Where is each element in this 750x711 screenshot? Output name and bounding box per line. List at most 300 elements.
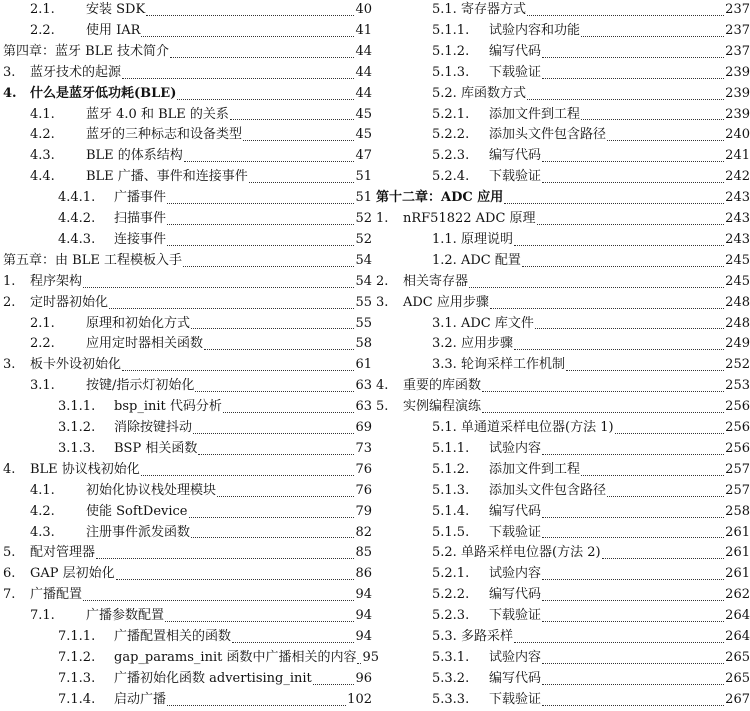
toc-entry-page: 240	[725, 127, 750, 143]
toc-entry-page: 45	[355, 127, 372, 143]
toc-entry-title: 广播参数配置	[86, 608, 165, 624]
toc-entry[interactable]	[0, 63, 374, 84]
toc-leader-dots	[195, 390, 354, 392]
toc-entry[interactable]	[376, 627, 750, 648]
toc-entry[interactable]	[0, 690, 374, 711]
toc-entry[interactable]	[0, 334, 374, 355]
toc-entry-page: 94	[355, 629, 372, 644]
toc-leader-dots	[217, 495, 354, 497]
toc-leader-dots	[542, 599, 724, 601]
toc-entry-number: 5.2.2.	[432, 587, 470, 603]
toc-entry[interactable]	[0, 42, 374, 63]
toc-leader-dots	[615, 432, 725, 434]
toc-entry-title: 下载验证	[489, 691, 542, 707]
toc-entry-number: 3.2.	[432, 336, 457, 352]
toc-entry-page: 44	[355, 43, 372, 59]
toc-leader-dots	[514, 348, 724, 350]
toc-entry[interactable]	[376, 648, 750, 669]
toc-entry-title: 试验内容	[489, 649, 542, 665]
toc-leader-dots	[522, 265, 724, 267]
toc-entry[interactable]	[0, 418, 374, 439]
toc-entry-number: 1.	[3, 273, 16, 289]
toc-entry-number: 7.1.3.	[58, 670, 96, 686]
toc-entry-title: 实例编程演练	[403, 399, 482, 415]
toc-entry-number: 5.3.	[432, 629, 457, 644]
toc-entry[interactable]	[0, 648, 380, 669]
toc-entry-number: 7.1.	[30, 608, 55, 624]
toc-entry-number: 5.1.3.	[432, 64, 470, 80]
toc-leader-dots	[542, 516, 724, 518]
toc-entry-title: ADC 应用步骤	[403, 294, 489, 310]
toc-entry-page: 47	[355, 148, 372, 164]
toc-entry[interactable]	[376, 21, 750, 42]
toc-entry-title: 蓝牙的三种标志和设备类型	[86, 127, 243, 143]
toc-entry[interactable]	[0, 21, 374, 42]
toc-entry[interactable]	[376, 209, 750, 230]
toc-entry[interactable]	[376, 63, 750, 84]
toc-entry-title: 广播配置相关的函数	[114, 629, 232, 644]
toc-entry[interactable]	[0, 0, 374, 21]
toc-leader-dots	[167, 202, 354, 204]
toc-leader-dots	[581, 118, 724, 120]
toc-entry-title: 使能 SoftDevice	[86, 503, 188, 519]
toc-entry-title: 添加头文件包含路径	[489, 482, 607, 498]
toc-entry-title: 寄存器方式	[461, 2, 527, 17]
toc-leader-dots	[482, 411, 724, 413]
toc-entry-number: 5.3.1.	[432, 649, 470, 665]
toc-leader-dots	[184, 160, 355, 162]
toc-entry-number: 4.1.	[30, 106, 55, 122]
toc-entry-page: 239	[725, 106, 750, 122]
toc-leader-dots	[542, 453, 724, 455]
toc-entry-number: 3.1.	[432, 315, 457, 331]
toc-entry-number: 4.3.	[30, 148, 55, 164]
toc-leader-dots	[243, 139, 354, 141]
toc-entry-page: 241	[725, 148, 750, 164]
toc-entry-number: 7.1.1.	[58, 629, 96, 644]
toc-entry-title: 库函数方式	[461, 85, 527, 101]
toc-entry-title: 扫描事件	[114, 211, 167, 226]
toc-entry-page: 95	[362, 649, 380, 665]
toc-entry-title: 试验内容和功能	[489, 22, 581, 38]
toc-entry-title: BLE 的体系结构	[86, 148, 183, 164]
toc-entry-page: 257	[725, 482, 750, 498]
toc-entry-number: 5.2.3.	[432, 148, 470, 164]
toc-entry[interactable]	[0, 481, 374, 502]
toc-entry[interactable]	[376, 42, 750, 63]
toc-entry[interactable]	[0, 314, 374, 335]
toc-leader-dots	[249, 181, 355, 183]
toc-entry-title: 编写代码	[489, 148, 542, 164]
toc-entry-number: 5.1.1.	[432, 440, 470, 456]
toc-entry-number: 4.4.2.	[58, 211, 96, 226]
toc-leader-dots	[109, 307, 354, 309]
toc-leader-dots	[566, 369, 724, 371]
toc-entry[interactable]	[376, 272, 750, 293]
toc-entry[interactable]	[376, 0, 750, 21]
toc-leader-dots	[542, 536, 724, 538]
toc-leader-dots	[357, 662, 361, 664]
toc-leader-dots	[514, 244, 724, 246]
toc-entry-title: 下载验证	[489, 64, 542, 80]
toc-leader-dots	[141, 35, 354, 37]
toc-entry-number: 4.	[3, 461, 16, 477]
toc-entry-number: 第五章：	[3, 252, 56, 268]
toc-leader-dots	[490, 307, 724, 309]
toc-leader-dots	[542, 56, 724, 58]
toc-entry-page: 96	[355, 670, 372, 686]
toc-entry-page: 76	[355, 461, 372, 477]
toc-entry-number: 5.1.3.	[432, 482, 470, 498]
toc-entry-number: 7.1.2.	[58, 649, 96, 665]
toc-entry-title: 配对管理器	[30, 545, 96, 561]
toc-entry-number: 5.1.2.	[432, 461, 470, 477]
toc-entry-title: 试验内容	[489, 440, 542, 456]
toc-leader-dots	[313, 683, 355, 685]
toc-entry-number: 5.2.	[432, 85, 457, 101]
toc-entry-title: 消除按键抖动	[114, 420, 193, 435]
toc-entry-page: 41	[355, 22, 372, 38]
toc-entry[interactable]	[376, 355, 750, 376]
toc-entry-number: 5.1.2.	[432, 43, 470, 59]
toc-entry-number: 5.2.3.	[432, 608, 470, 624]
toc-entry-number: 4.3.	[30, 524, 55, 540]
toc-entry-title: 编写代码	[489, 43, 542, 59]
toc-leader-dots	[602, 557, 725, 559]
toc-entry-page: 262	[725, 587, 750, 603]
toc-entry[interactable]	[0, 397, 374, 418]
toc-entry-title: BSP 相关函数	[114, 440, 198, 456]
toc-entry-page: 76	[355, 482, 372, 498]
toc-entry-page: 253	[725, 378, 750, 394]
toc-entry[interactable]	[0, 585, 374, 606]
toc-entry-title: 单通道采样电位器(方法 1)	[461, 420, 614, 435]
toc-entry-page: 248	[725, 294, 750, 310]
toc-entry-title: 下载验证	[489, 524, 542, 540]
toc-entry-page: 79	[355, 503, 372, 519]
toc-entry[interactable]	[0, 355, 374, 376]
toc-leader-dots	[535, 327, 724, 329]
toc-entry-page: 265	[725, 670, 750, 686]
toc-entry[interactable]	[376, 543, 750, 564]
toc-leader-dots	[189, 516, 355, 518]
toc-entry[interactable]	[0, 125, 374, 146]
toc-leader-dots	[191, 327, 354, 329]
toc-entry-title: bsp_init 代码分析	[114, 399, 222, 415]
toc-entry[interactable]	[0, 84, 374, 105]
toc-entry-page: 243	[725, 190, 750, 206]
toc-entry[interactable]	[376, 502, 750, 523]
toc-entry-number: 4.1.	[30, 482, 55, 498]
toc-leader-dots	[96, 557, 354, 559]
toc-leader-dots	[116, 578, 355, 580]
toc-entry-page: 102	[347, 691, 372, 707]
toc-entry-page: 239	[725, 85, 750, 101]
toc-entry-number: 1.	[376, 211, 389, 226]
toc-entry[interactable]	[376, 418, 750, 439]
toc-entry[interactable]	[376, 105, 750, 126]
toc-entry-number: 2.	[3, 294, 16, 310]
toc-entry-title: 连接事件	[114, 231, 167, 247]
toc-entry-page: 55	[355, 294, 372, 310]
toc-entry[interactable]	[376, 669, 750, 690]
toc-entry-number: 6.	[3, 566, 16, 582]
toc-entry-page: 61	[355, 357, 372, 373]
toc-entry[interactable]	[0, 627, 374, 648]
toc-entry[interactable]	[376, 293, 750, 314]
toc-entry-title: 使用 IAR	[86, 22, 141, 38]
toc-leader-dots	[165, 620, 354, 622]
toc-entry-page: 44	[355, 64, 372, 80]
toc-entry[interactable]	[0, 523, 374, 544]
toc-entry-page: 261	[725, 524, 750, 540]
toc-entry-number: 7.	[3, 587, 16, 603]
toc-leader-dots	[527, 14, 724, 16]
toc-entry-title: 编写代码	[489, 587, 542, 603]
toc-entry-title: 下载验证	[489, 169, 542, 185]
toc-entry-title: 什么是蓝牙低功耗(BLE)	[30, 85, 177, 101]
toc-entry[interactable]	[376, 125, 750, 146]
toc-leader-dots	[542, 620, 724, 622]
toc-entry-number: 5.3.2.	[432, 670, 470, 686]
toc-entry-number: 4.4.	[30, 169, 55, 185]
toc-entry[interactable]	[376, 523, 750, 544]
toc-entry-title: 相关寄存器	[403, 273, 469, 289]
toc-entry[interactable]	[0, 188, 374, 209]
toc-entry-title: 蓝牙技术的起源	[30, 64, 122, 80]
toc-entry[interactable]	[0, 251, 374, 272]
toc-entry-title: 程序架构	[30, 273, 83, 289]
toc-entry-page: 243	[725, 231, 750, 247]
toc-entry-title: ADC 库文件	[461, 315, 534, 331]
toc-entry[interactable]	[0, 230, 374, 251]
toc-leader-dots	[170, 56, 354, 58]
toc-entry-title: 重要的库函数	[403, 378, 482, 394]
toc-entry-number: 1.2.	[432, 252, 457, 268]
toc-entry-number: 3.	[376, 294, 389, 310]
toc-entry-title: 由 BLE 工程模板入手	[55, 252, 182, 268]
toc-entry-page: 261	[725, 566, 750, 582]
toc-entry[interactable]	[376, 460, 750, 481]
toc-entry-number: 5.1.	[432, 2, 457, 17]
toc-entry-page: 52	[355, 211, 372, 226]
toc-entry-page: 73	[355, 440, 372, 456]
toc-entry-page: 54	[355, 252, 372, 268]
toc-entry[interactable]	[0, 606, 374, 627]
toc-leader-dots	[167, 244, 354, 246]
toc-entry[interactable]	[0, 564, 374, 585]
toc-entry[interactable]	[0, 167, 374, 188]
toc-leader-dots	[607, 495, 724, 497]
toc-entry-number: 5.1.	[432, 420, 457, 435]
toc-entry[interactable]	[376, 334, 750, 355]
toc-entry-page: 267	[725, 691, 750, 707]
toc-entry-number: 4.	[3, 85, 17, 101]
toc-entry-title: 按键/指示灯初始化	[86, 378, 195, 394]
toc-entry-number: 5.1.4.	[432, 503, 470, 519]
toc-entry-page: 245	[725, 273, 750, 289]
toc-entry-number: 2.	[376, 273, 389, 289]
toc-entry[interactable]	[376, 188, 750, 209]
toc-leader-dots	[83, 286, 354, 288]
toc-leader-dots	[542, 77, 724, 79]
toc-entry-title: 蓝牙 BLE 技术简介	[55, 43, 169, 59]
toc-entry-title: 编写代码	[489, 670, 542, 686]
toc-entry-page: 257	[725, 461, 750, 477]
toc-entry-page: 40	[355, 2, 372, 17]
toc-entry-page: 85	[355, 545, 372, 561]
toc-leader-dots	[482, 390, 724, 392]
toc-entry-title: 初始化协议栈处理模块	[86, 482, 217, 498]
toc-entry[interactable]	[376, 230, 750, 251]
toc-entry-page: 242	[725, 169, 750, 185]
toc-leader-dots	[204, 348, 354, 350]
toc-leader-dots	[607, 139, 724, 141]
toc-entry-page: 94	[355, 608, 372, 624]
toc-leader-dots	[167, 223, 354, 225]
toc-entry[interactable]	[0, 293, 374, 314]
toc-entry-title: 轮询采样工作机制	[461, 357, 566, 373]
toc-leader-dots	[198, 453, 354, 455]
toc-entry-page: 256	[725, 420, 750, 435]
toc-entry[interactable]	[376, 397, 750, 418]
toc-entry-page: 51	[355, 169, 372, 185]
toc-entry-title: BLE 协议栈初始化	[30, 461, 140, 477]
toc-entry[interactable]	[0, 502, 374, 523]
toc-entry[interactable]	[376, 439, 750, 460]
toc-entry-number: 3.	[3, 64, 16, 80]
toc-entry-number: 4.4.1.	[58, 190, 96, 206]
toc-entry-number: 3.1.3.	[58, 440, 96, 456]
toc-entry-number: 5.1.1.	[432, 22, 470, 38]
toc-entry-number: 2.1.	[30, 315, 55, 331]
toc-leader-dots	[193, 432, 354, 434]
toc-leader-dots	[542, 683, 724, 685]
toc-entry[interactable]	[376, 606, 750, 627]
toc-leader-dots	[141, 474, 355, 476]
toc-entry-title: 添加文件到工程	[489, 461, 581, 477]
toc-entry-title: 下载验证	[489, 608, 542, 624]
toc-entry-number: 5.2.4.	[432, 169, 470, 185]
toc-leader-dots	[469, 286, 724, 288]
toc-entry-page: 54	[355, 273, 372, 289]
toc-entry-page: 237	[725, 43, 750, 59]
toc-entry[interactable]	[376, 585, 750, 606]
toc-entry-number: 5.	[376, 399, 389, 415]
toc-entry[interactable]	[0, 146, 374, 167]
toc-entry[interactable]	[0, 209, 374, 230]
toc-entry-number: 5.2.1.	[432, 106, 470, 122]
toc-entry-title: 试验内容	[489, 566, 542, 582]
toc-entry[interactable]	[376, 84, 750, 105]
toc-entry-page: 265	[725, 649, 750, 665]
toc-entry[interactable]	[0, 460, 374, 481]
toc-entry-page: 44	[355, 85, 372, 101]
toc-entry[interactable]	[376, 481, 750, 502]
toc-entry-number: 3.3.	[432, 357, 457, 373]
toc-entry-page: 86	[355, 566, 372, 582]
toc-entry-number: 4.4.3.	[58, 231, 96, 247]
toc-entry-page: 256	[725, 399, 750, 415]
toc-entry[interactable]	[0, 105, 374, 126]
toc-entry-title: 定时器初始化	[30, 294, 109, 310]
toc-leader-dots	[191, 536, 354, 538]
toc-entry-title: 单路采样电位器(方法 2)	[461, 545, 601, 561]
toc-entry-page: 55	[355, 315, 372, 331]
toc-entry-title: 安装 SDK	[86, 2, 146, 17]
toc-leader-dots	[122, 369, 354, 371]
toc-entry-page: 94	[355, 587, 372, 603]
toc-entry[interactable]	[376, 376, 750, 397]
toc-entry-title: 广播事件	[114, 190, 167, 206]
toc-entry-title: 编写代码	[489, 503, 542, 519]
toc-entry-title: ADC 配置	[461, 252, 521, 268]
toc-leader-dots	[232, 641, 354, 643]
toc-leader-dots	[83, 599, 354, 601]
toc-entry[interactable]	[0, 543, 374, 564]
toc-entry-number: 5.2.2.	[432, 127, 470, 143]
toc-leader-dots	[537, 223, 725, 225]
toc-entry-number: 第十二章：	[376, 190, 442, 206]
toc-entry[interactable]	[376, 251, 750, 272]
toc-entry[interactable]	[376, 564, 750, 585]
toc-entry-number: 3.1.1.	[58, 399, 96, 415]
toc-leader-dots	[183, 265, 354, 267]
toc-leader-dots	[223, 411, 355, 413]
toc-entry-title: 广播配置	[30, 587, 83, 603]
toc-entry-page: 63	[355, 399, 372, 415]
toc-leader-dots	[504, 202, 724, 204]
toc-entry-page: 239	[725, 64, 750, 80]
toc-entry-page: 52	[355, 231, 372, 247]
toc-entry[interactable]	[0, 439, 374, 460]
toc-entry-title: 广播初始化函数 advertising_init	[114, 670, 312, 686]
toc-entry-title: 板卡外设初始化	[30, 357, 122, 373]
toc-entry[interactable]	[376, 146, 750, 167]
toc-entry-number: 2.2.	[30, 336, 55, 352]
toc-leader-dots	[146, 14, 354, 16]
toc-entry[interactable]	[376, 690, 750, 711]
toc-leader-dots	[581, 35, 724, 37]
toc-entry-page: 51	[355, 190, 372, 206]
toc-entry-page: 258	[725, 503, 750, 519]
toc-entry-page: 237	[725, 22, 750, 38]
toc-entry-page: 58	[355, 336, 372, 352]
toc-entry-page: 264	[725, 608, 750, 624]
toc-entry-title: BLE 广播、事件和连接事件	[86, 169, 248, 185]
toc-leader-dots	[542, 578, 724, 580]
toc-entry[interactable]	[376, 314, 750, 335]
toc-entry[interactable]	[0, 376, 374, 397]
toc-leader-dots	[527, 98, 724, 100]
toc-entry-title: gap_params_init 函数中广播相关的内容	[114, 649, 357, 665]
toc-leader-dots	[542, 704, 724, 706]
toc-entry-number: 5.2.	[432, 545, 457, 561]
toc-entry-number: 4.2.	[30, 127, 55, 143]
toc-leader-dots	[542, 160, 724, 162]
toc-entry-number: 1.1.	[432, 231, 457, 247]
toc-entry[interactable]	[0, 272, 374, 293]
toc-leader-dots	[177, 98, 354, 100]
toc-entry-page: 237	[725, 2, 750, 17]
toc-entry-page: 264	[725, 629, 750, 644]
toc-entry-page: 63	[355, 378, 372, 394]
toc-entry[interactable]	[376, 167, 750, 188]
toc-entry-number: 4.	[376, 378, 389, 394]
toc-entry[interactable]	[0, 669, 374, 690]
toc-entry-page: 243	[725, 211, 750, 226]
toc-entry-page: 248	[725, 315, 750, 331]
